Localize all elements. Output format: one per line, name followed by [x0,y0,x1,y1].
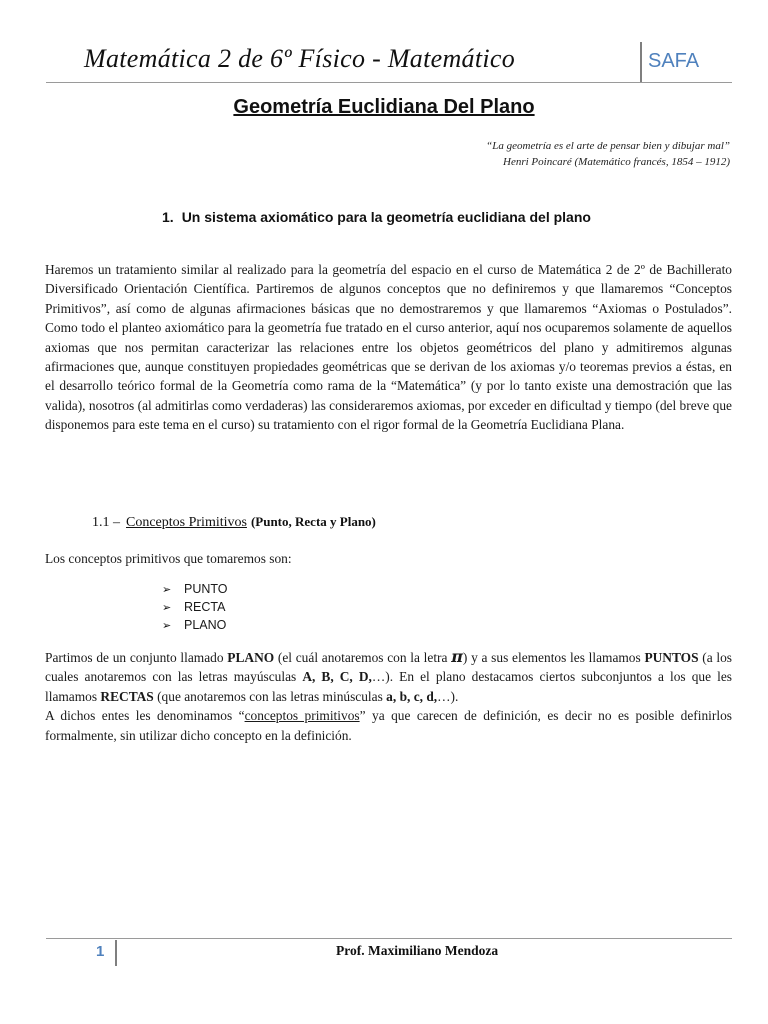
text-run: (que anotaremos con las letras minúsculas [153,688,387,704]
plano-paragraph [45,647,732,745]
text-run: ” ya que carecen de definición, es decir no es posible definirlos formalmente, sin utilizar dicho concepto en la definición. [45,708,732,743]
uppercase-letters: A, B, C, D, [302,669,372,685]
text-run: (el cuál anotaremos con la letra [274,650,452,665]
list-item-label: PLANO [184,618,227,632]
concepts-intro: Los conceptos primitivos que tomaremos son: [45,551,292,566]
epigraph-attribution: Henri Poincaré (Matemático francés, 1854 – 1912) [503,156,730,168]
arrow-bullet-icon: ➢ [162,620,172,632]
document-title: Geometría Euclidiana Del Plano [233,96,535,118]
term-rectas: RECTAS [100,688,154,704]
concepts-list [162,580,228,634]
intro-paragraph: Haremos un tratamiento similar al realizado para la geometría del espacio en el curso de Matemática 2 de 2º de Bachillerato Diversificado Orientación Científica. Partiremos de algunos conceptos que no definiremos y que llamaremos “Conceptos Primitivos”, así como de algunas afirmaciones básicas que no demostraremos y que llamaremos “Axiomas o Postulados”. Como todo el planteo axiomático para la geometría fue tratado en el curso anterior, aquí nos ocuparemos solamente de aquellos axiomas que nos permitan caracterizar las relaciones entre los objetos geométricos del plano y admitiremos algunas afirmaciones que, aunque constituyen propiedades geométricas que se derivan de los axiomas y/o teoremas previos a éstas, en el desarrollo teórico formal de la Geometría como rama de la “Matemática” (y por lo tanto existe una demostración que las valida), nosotros (al admitirlas como verdaderas) las consideraremos axiomas, por exceder en dificultad y tiempo (del breve que disponemos para este tema en el curso) su tratamiento con el rigor formal de la Geometría Euclidiana Plana. [45,262,732,433]
header-divider [640,42,642,82]
subsection-number: 1.1 – [92,515,120,530]
text-run: A dichos entes les denominamos “ [45,708,245,724]
epigraph [486,138,730,170]
list-item [162,616,228,634]
text-run: ) y a sus elementos les llamamos [462,650,645,665]
list-item-label: PUNTO [184,582,228,596]
text-run: Partimos de un conjunto llamado [45,650,228,665]
subsection-heading [92,514,376,531]
pi-symbol: π [451,647,463,666]
arrow-bullet-icon: ➢ [162,602,172,614]
arrow-bullet-icon: ➢ [162,584,172,596]
list-item-label: RECTA [184,600,226,614]
section-number: 1. [162,209,174,225]
footer-divider [115,940,117,966]
subsection-name: Conceptos Primitivos [126,515,247,530]
header-rule [46,82,732,83]
text-run: …). En el plano destacamos ciertos subconjuntos a los que les llamamos [45,669,732,704]
term-puntos: PUNTOS [644,650,699,665]
term-plano: PLANO [227,650,275,665]
header-brand: SAFA [648,50,700,72]
footer-rule [46,938,732,939]
lowercase-letters: a, b, c, d, [386,688,438,704]
section-heading [162,209,591,225]
text-run: …). [437,688,459,704]
section-title: Un sistema axiomático para la geometría euclidiana del plano [181,209,591,225]
header-title: Matemática 2 de 6º Físico - Matemático [84,44,516,73]
list-item [162,580,228,598]
footer-author: Prof. Maximiliano Mendoza [336,943,499,958]
page-number: 1 [96,943,105,960]
epigraph-quote: “La geometría es el arte de pensar bien y dibujar mal” [486,140,730,152]
text-run: (a los cuales anotaremos con las letras mayúsculas [45,650,732,685]
list-item [162,598,228,616]
subsection-paren: (Punto, Recta y Plano) [250,514,376,529]
term-conceptos-primitivos: conceptos primitivos [244,708,360,724]
